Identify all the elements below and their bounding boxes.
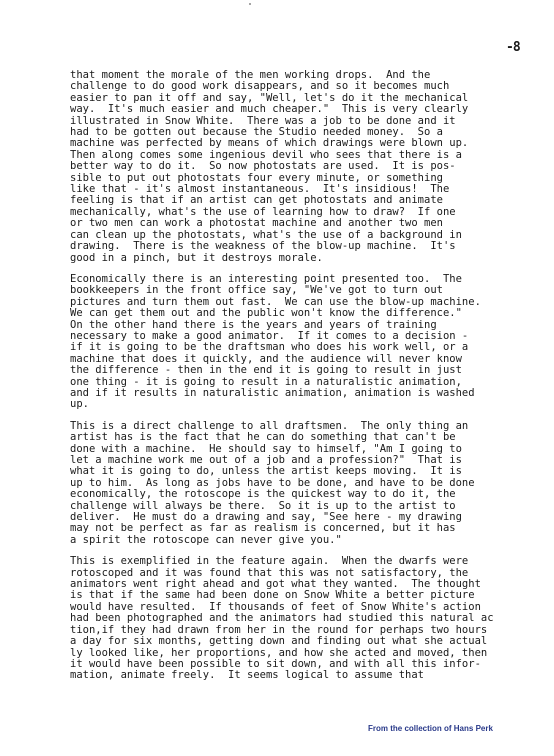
text-line: a day for six months, getting down and finding out what she actual <box>70 635 488 648</box>
text-line: the difference - then in the end it is going to result in just <box>70 364 462 377</box>
text-line: machine that does it quickly, and the audience will never know <box>70 352 462 365</box>
text-line: if it is going to be the draftsman who does his work well, or a <box>70 341 469 354</box>
text-line: economically, the rotoscope is the quickest way to do it, the <box>70 488 456 501</box>
text-line: is that if the same had been done on Snow White a better picture <box>70 589 475 602</box>
text-line: artist has is the fact that he can do something that can't be <box>70 431 456 444</box>
text-line: had to be gotten out because the Studio needed money. So a <box>70 126 443 139</box>
text-line: This is a direct challenge to all draftsmen. The only thing an <box>70 419 469 432</box>
text-line: illustrated in Snow White. There was a job to be done and it <box>70 114 456 127</box>
paper-speck <box>249 3 251 5</box>
text-line: tion,if they had drawn from her in the round for perhaps two hours <box>70 623 488 636</box>
text-line: had been photographed and the animators had studied this natural ac <box>70 612 494 625</box>
text-line: let a machine work me out of a job and a profession?" That is <box>70 454 462 466</box>
paragraph-2 <box>70 274 540 411</box>
text-line: and if it results in naturalistic animation, animation is washed <box>70 386 475 399</box>
text-line: rotoscoped and it was found that this was not satisfactory, the <box>70 566 469 579</box>
text-line: it would have been possible to sit down, and with all this infor- <box>70 657 481 670</box>
text-line: necessary to make a good animator. If it comes to a decision - <box>70 329 469 342</box>
text-line: This is exemplified in the feature again. When the dwarfs were <box>70 555 469 568</box>
text-line: better way to do it. So now photostats are used. It is pos- <box>70 160 456 173</box>
text-line: way. It's much easier and much cheaper." This is very clearly <box>70 103 469 116</box>
text-line: pictures and turn them out fast. We can use the blow-up machine. <box>70 295 481 308</box>
text-line: up. <box>70 398 89 411</box>
text-line: up to him. As long as jobs have to be done, and have to be done <box>70 476 475 489</box>
text-line: that moment the morale of the men working drops. And the <box>70 69 431 81</box>
text-line: ly looked like, her proportions, and how she acted and moved, then <box>70 646 488 659</box>
page-number: -8 <box>506 40 520 55</box>
text-line: a spirit the rotoscope can never give you." <box>70 533 342 546</box>
text-line: what it is going to do, unless the artist keeps moving. It is <box>70 465 462 478</box>
paragraph-3 <box>70 421 540 546</box>
text-line: Economically there is an interesting point presented too. The <box>70 272 462 285</box>
text-line: deliver. He must do a drawing and say, "See here - my drawing <box>70 511 462 524</box>
text-line: drawing. There is the weakness of the blow-up machine. It's <box>70 240 456 253</box>
text-line: mechanically, what's the use of learning how to draw? If one <box>70 205 456 218</box>
paragraph-1 <box>70 70 540 264</box>
text-line: On the other hand there is the years and years of training <box>70 318 437 331</box>
text-line: sible to put out photostats four every minute, or something <box>70 171 443 184</box>
text-line: done with a machine. He should say to himself, "Am I going to <box>70 442 462 455</box>
paragraph-4 <box>70 556 540 681</box>
text-line: We can get them out and the public won't know the difference." <box>70 307 462 320</box>
text-line: good in a pinch, but it destroys morale. <box>70 251 323 264</box>
text-line: feeling is that if an artist can get photostats and animate <box>70 194 443 207</box>
text-line: or two men can work a photostat machine and another two men <box>70 217 443 230</box>
text-line: like that - it's almost instantaneous. It's insidious! The <box>70 183 450 196</box>
text-line: would have resulted. If thousands of feet of Snow White's action <box>70 600 481 613</box>
text-line: easier to pan it off and say, "Well, let's do it the mechanical <box>70 91 469 104</box>
text-line: can clean up the photostats, what's the use of a background in <box>70 228 462 241</box>
text-line: animators went right ahead and got what they wanted. The thought <box>70 578 481 591</box>
text-line: machine was perfected by means of which drawings were blown up. <box>70 137 469 150</box>
text-line: bookkeepers in the front office say, "We've got to turn out <box>70 284 443 297</box>
text-line: challenge will always be there. So it is up to the artist to <box>70 499 456 512</box>
text-line: may not be perfect as far as realism is concerned, but it has <box>70 522 456 535</box>
text-line: one thing - it is going to result in a naturalistic animation, <box>70 375 462 388</box>
text-line: Then along comes some ingenious devil who sees that there is a <box>70 148 462 161</box>
collection-credit: From the collection of Hans Perk <box>368 724 493 733</box>
text-line: challenge to do good work disappears, and so it becomes much <box>70 80 450 93</box>
document-body <box>70 70 540 692</box>
text-line: mation, animate freely. It seems logical to assume that <box>70 669 425 682</box>
